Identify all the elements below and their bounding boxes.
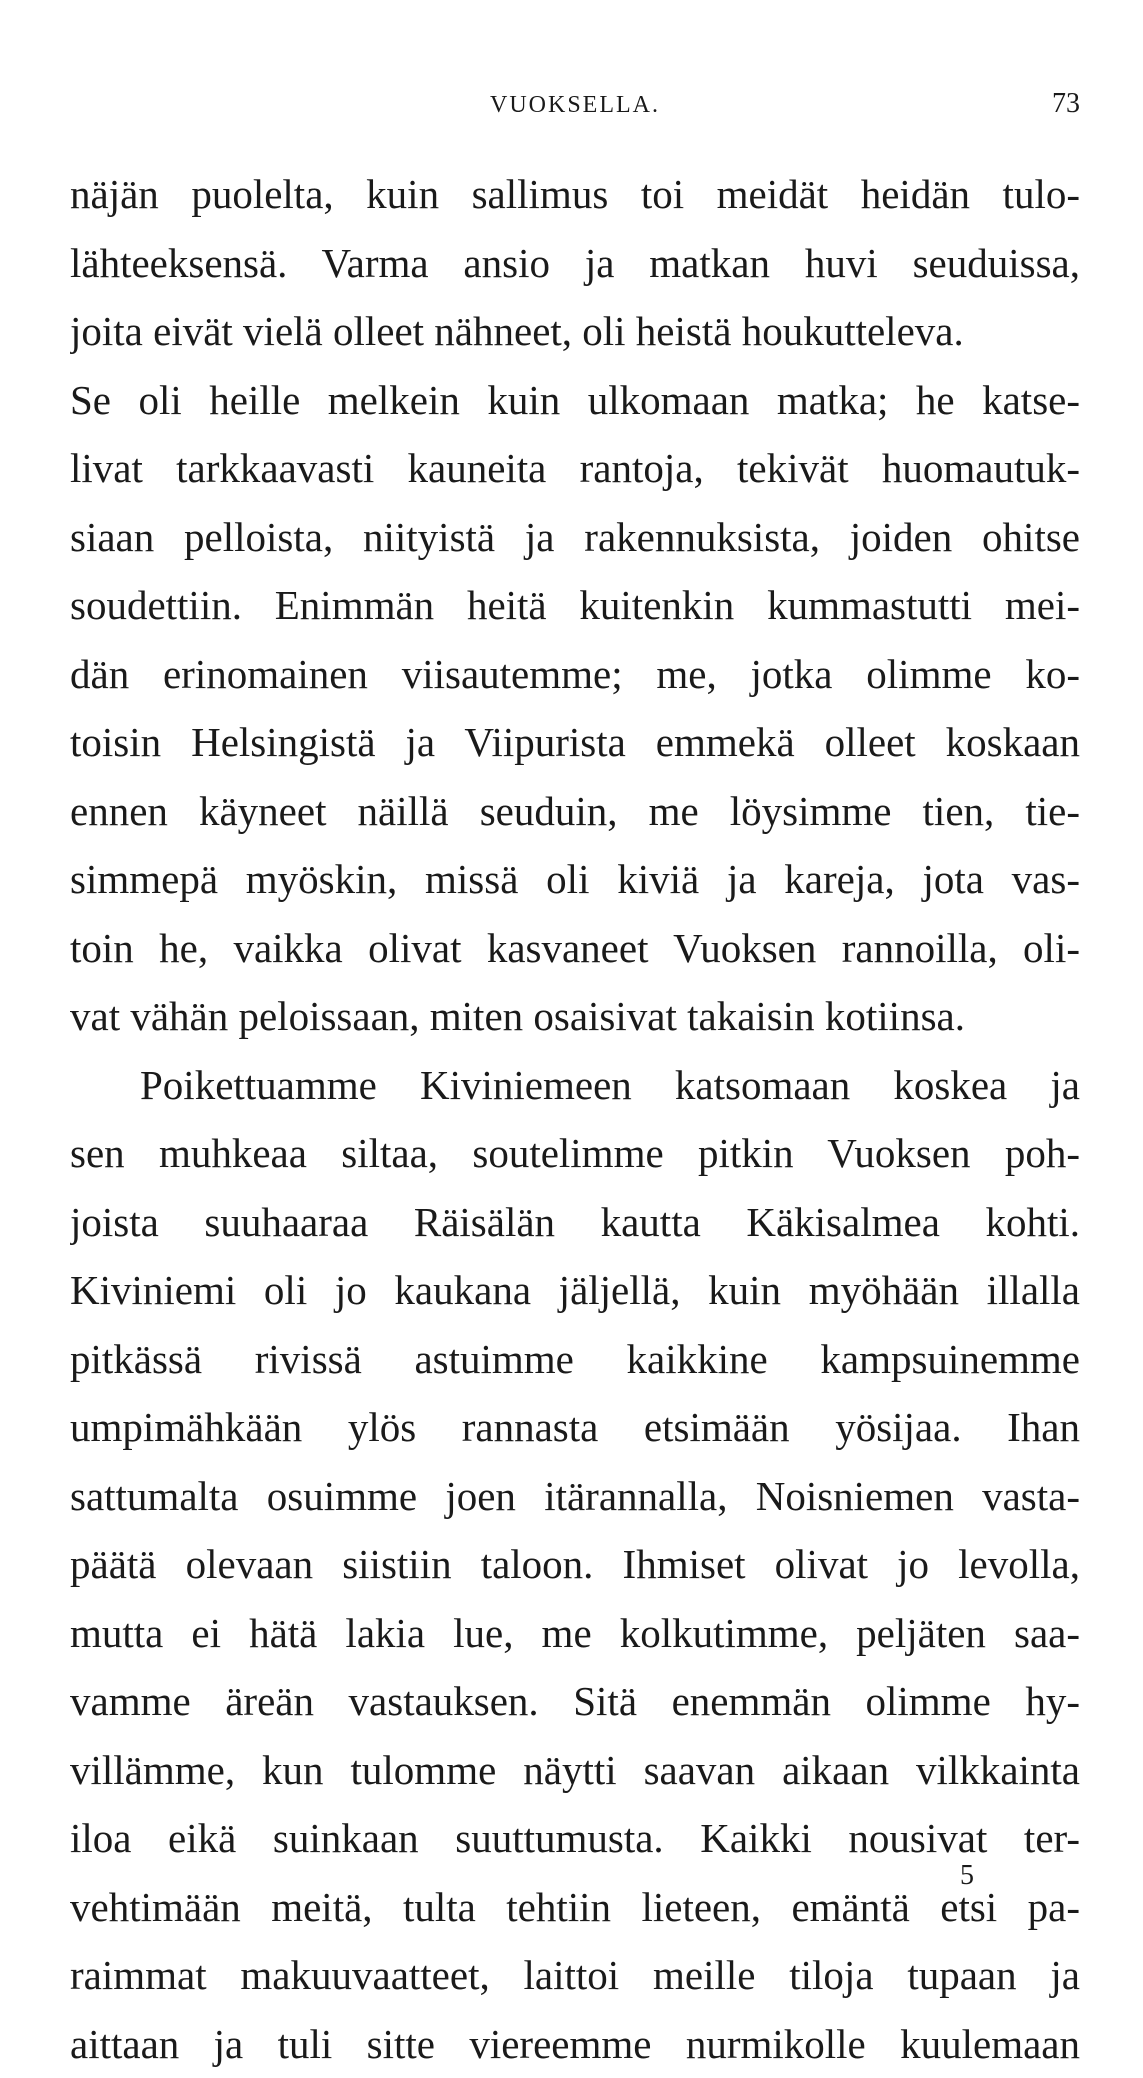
body-text [70, 160, 1080, 2078]
text-line: Poikettuamme Kiviniemeen katsomaan koskea ja [70, 1051, 1080, 1120]
signature-mark: 5 [960, 1860, 974, 1892]
text-line: umpimähkään ylös rannasta etsimään yösijaa. Ihan [70, 1393, 1080, 1462]
text-line: joista suuhaaraa Räisälän kautta Käkisalmea kohti. [70, 1188, 1080, 1257]
text-line: pitkässä rivissä astuimme kaikkine kampsuinemme [70, 1325, 1080, 1394]
page-number: 73 [1052, 88, 1080, 120]
running-head [70, 88, 1080, 128]
running-title: VUOKSELLA. [70, 92, 1080, 119]
text-line: lähteeksensä. Varma ansio ja matkan huvi seuduissa, [70, 229, 1080, 298]
text-line: päätä olevaan siistiin taloon. Ihmiset olivat jo levolla, [70, 1530, 1080, 1599]
text-line: vehtimään meitä, tulta tehtiin lieteen, emäntä etsi pa- [70, 1873, 1080, 1942]
text-line: iloa eikä suinkaan suuttumusta. Kaikki nousivat ter- [70, 1804, 1080, 1873]
text-line: livat tarkkaavasti kauneita rantoja, tekivät huomautuk- [70, 434, 1080, 503]
text-line: simmepä myöskin, missä oli kiviä ja kareja, jota vas- [70, 845, 1080, 914]
text-line: aittaan ja tuli sitte viereemme nurmikolle kuulemaan [70, 2010, 1080, 2078]
text-line: vamme äreän vastauksen. Sitä enemmän olimme hy- [70, 1667, 1080, 1736]
text-line: mutta ei hätä lakia lue, me kolkutimme, peljäten saa- [70, 1599, 1080, 1668]
text-line: dän erinomainen viisautemme; me, jotka olimme ko- [70, 640, 1080, 709]
text-line: näjän puolelta, kuin sallimus toi meidät heidän tulo- [70, 160, 1080, 229]
text-line: sattumalta osuimme joen itärannalla, Noisniemen vasta- [70, 1462, 1080, 1531]
text-line: sen muhkeaa siltaa, soutelimme pitkin Vuoksen poh- [70, 1119, 1080, 1188]
text-line: Kiviniemi oli jo kaukana jäljellä, kuin myöhään illalla [70, 1256, 1080, 1325]
text-line: villämme, kun tulomme näytti saavan aikaan vilkkainta [70, 1736, 1080, 1805]
text-line: toin he, vaikka olivat kasvaneet Vuoksen rannoilla, oli- [70, 914, 1080, 983]
text-line: siaan pelloista, niityistä ja rakennuksista, joiden ohitse [70, 503, 1080, 572]
text-line: raimmat makuuvaatteet, laittoi meille tiloja tupaan ja [70, 1941, 1080, 2010]
text-line: joita eivät vielä olleet nähneet, oli heistä houkutteleva. [70, 297, 1080, 366]
text-line: ennen käyneet näillä seuduin, me löysimme tien, tie- [70, 777, 1080, 846]
text-line: toisin Helsingistä ja Viipurista emmekä olleet koskaan [70, 708, 1080, 777]
text-line: vat vähän peloissaan, miten osaisivat takaisin kotiinsa. [70, 982, 1080, 1051]
text-line: Se oli heille melkein kuin ulkomaan matka; he katse- [70, 366, 1080, 435]
text-line: soudettiin. Enimmän heitä kuitenkin kummastutti mei- [70, 571, 1080, 640]
